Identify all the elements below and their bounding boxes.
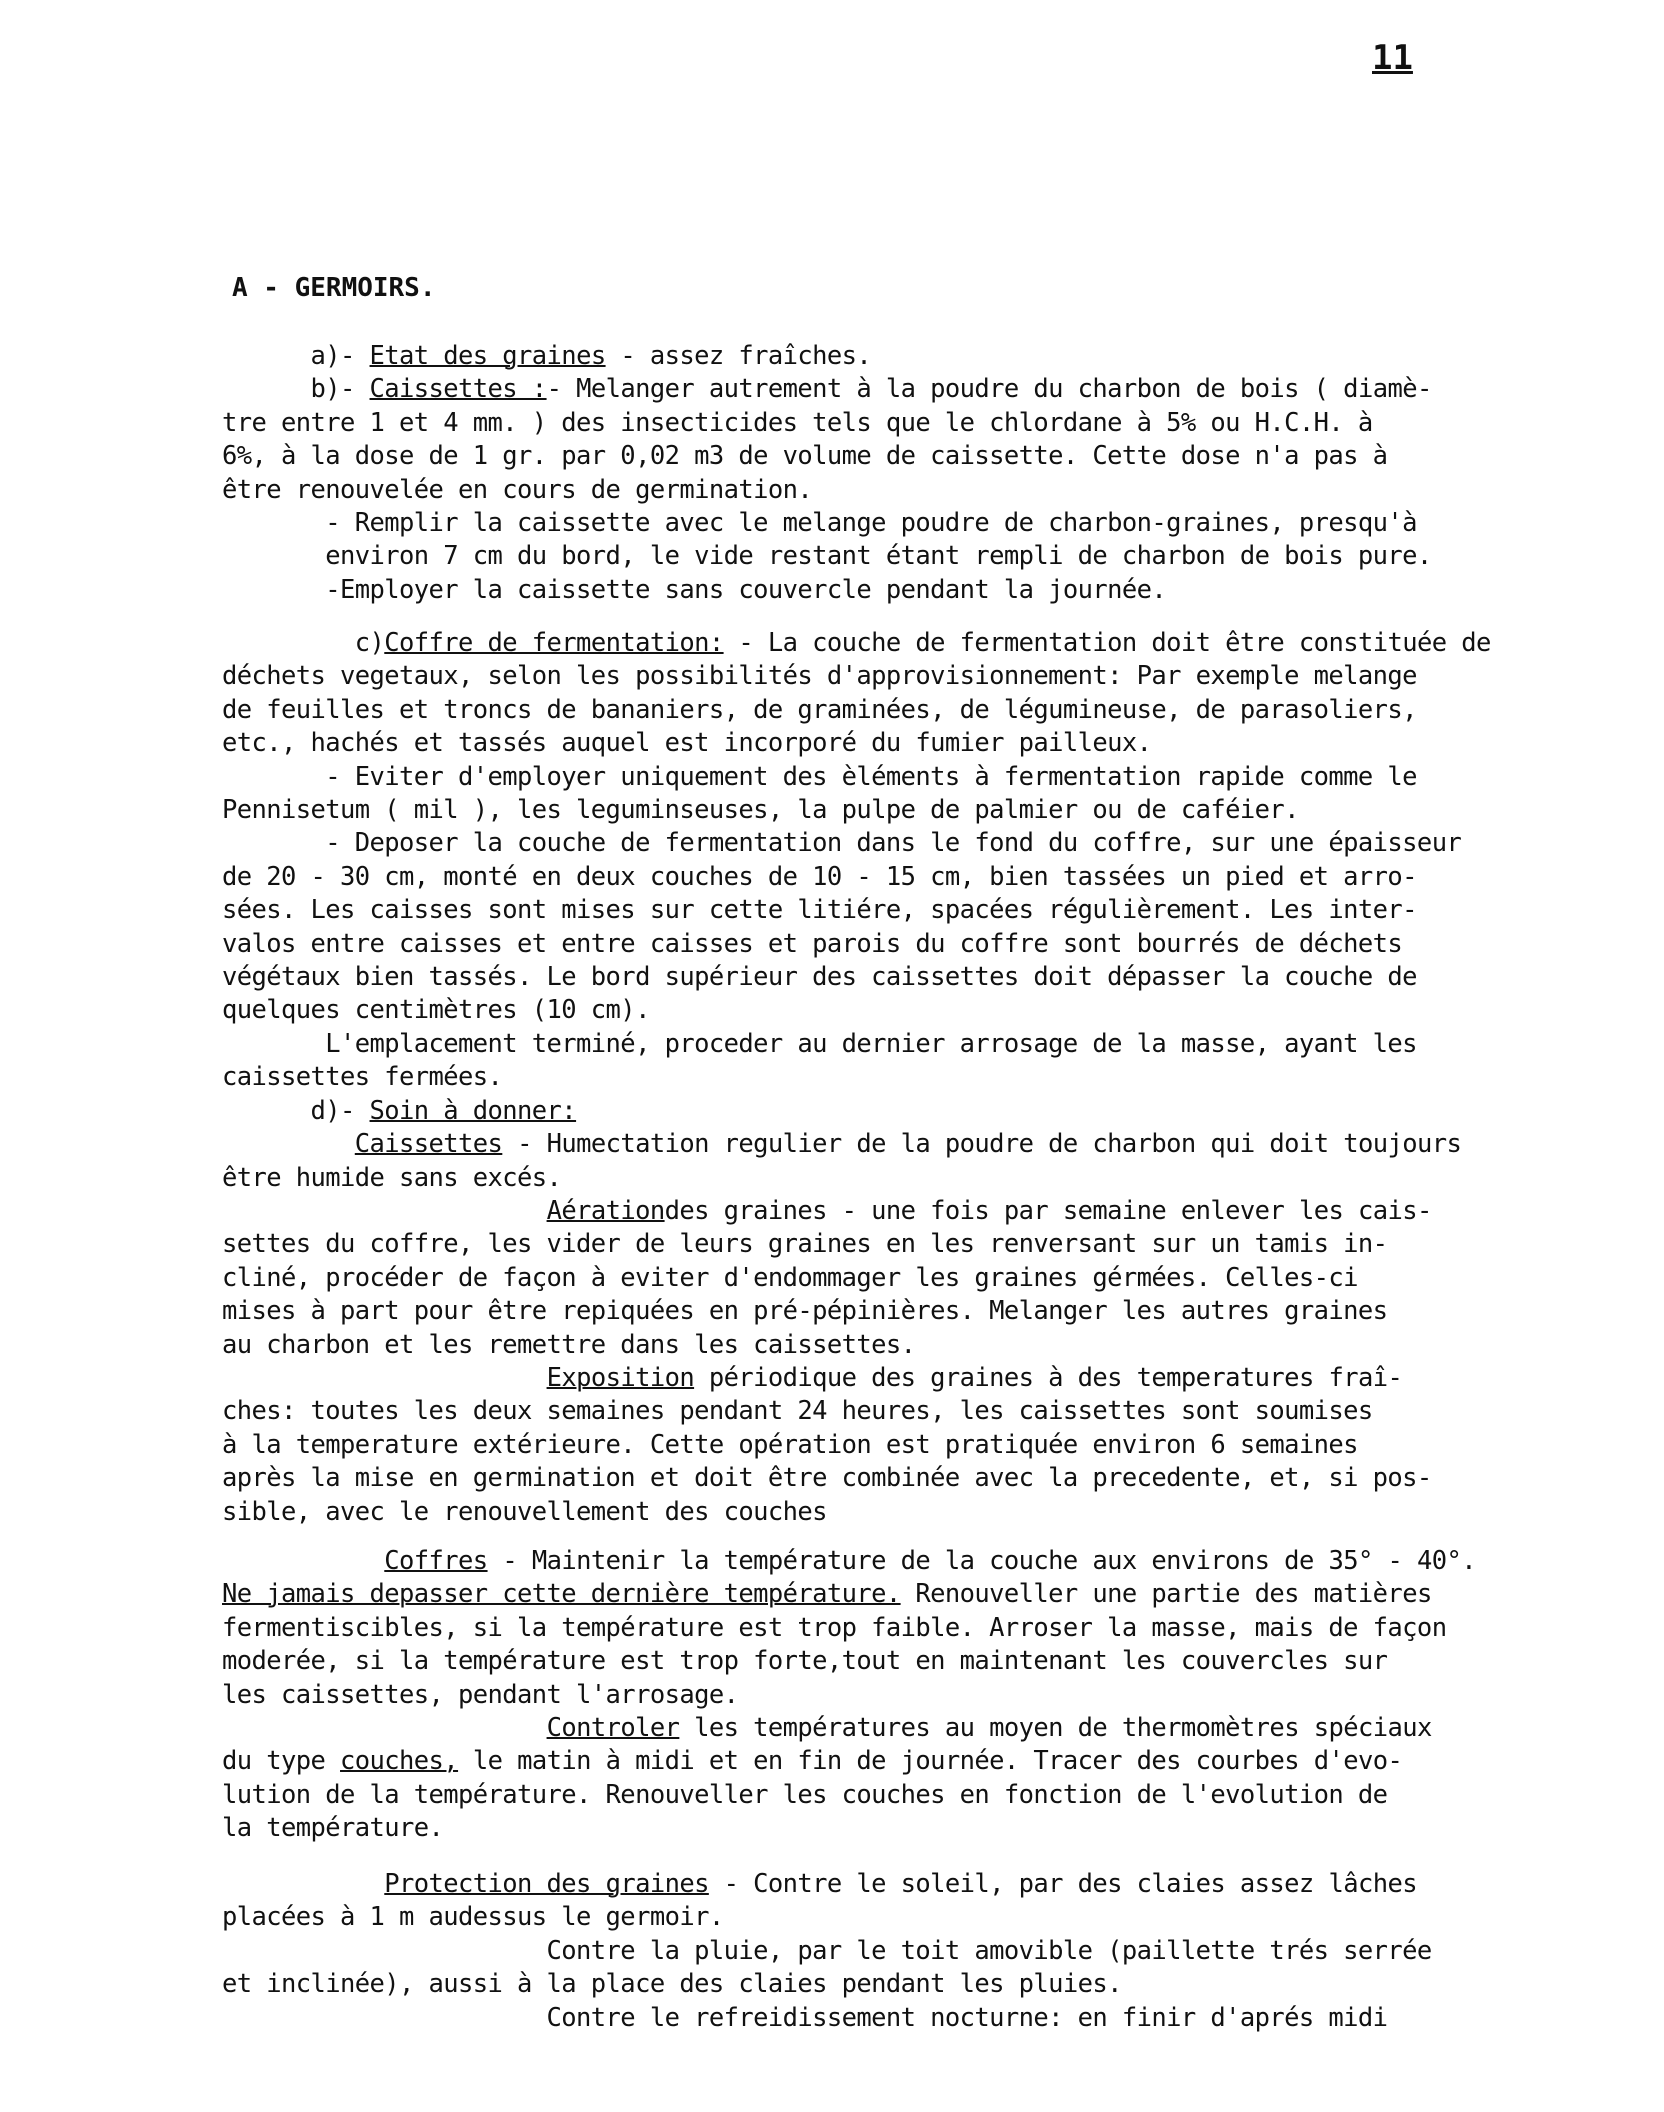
- text-line: etc., hachés et tassés auquel est incorporé du fumier pailleux.: [222, 728, 1152, 759]
- section-heading: A - GERMOIRS.: [232, 273, 436, 303]
- text-line: lution de la température. Renouveller les couches en fonction de l'evolution de: [222, 1779, 1388, 1810]
- text-line: au charbon et les remettre dans les caissettes.: [222, 1329, 916, 1360]
- text-line: Caissettes - Humectation regulier de la poudre de charbon qui doit toujours: [354, 1129, 1462, 1160]
- text-block-1: [222, 340, 1522, 607]
- text-line: fermentiscibles, si la température est trop faible. Arroser la masse, mais de façon: [222, 1612, 1447, 1643]
- text-line: valos entre caisses et entre caisses et parois du coffre sont bourrés de déchets: [222, 928, 1403, 959]
- text-line: cliné, procéder de façon à eviter d'endommager les graines gérmées. Celles-ci: [222, 1262, 1358, 1293]
- text-block-2: [222, 627, 1522, 1529]
- text-line: settes du coffre, les vider de leurs graines en les renversant sur un tamis in-: [222, 1229, 1388, 1260]
- text-line: placées à 1 m audessus le germoir.: [222, 1902, 724, 1933]
- text-line: Ne jamais depasser cette dernière température. Renouveller une partie des matières: [222, 1579, 1432, 1610]
- text-line: b)- Caissettes :- Melanger autrement à la poudre du charbon de bois ( diamè-: [222, 374, 1432, 405]
- text-line: la température.: [222, 1813, 444, 1844]
- text-line: du type couches, le matin à midi et en fin de journée. Tracer des courbes d'evo-: [222, 1746, 1403, 1777]
- text-line: Pennisetum ( mil ), les leguminseuses, la pulpe de palmier ou de caféier.: [222, 795, 1299, 826]
- text-line: environ 7 cm du bord, le vide restant étant rempli de charbon de bois pure.: [222, 541, 1432, 572]
- text-line: être renouvelée en cours de germination.: [222, 474, 813, 505]
- text-line: Controler les températures au moyen de thermomètres spéciaux: [546, 1713, 1432, 1744]
- text-line: - Remplir la caissette avec le melange poudre de charbon-graines, presqu'à: [222, 508, 1417, 539]
- page-number: 11: [1372, 38, 1413, 78]
- text-block-3: [222, 1545, 1522, 1846]
- text-line: Exposition périodique des graines à des temperatures fraî-: [546, 1362, 1403, 1393]
- text-line: 6%, à la dose de 1 gr. par 0,02 m3 de volume de caissette. Cette dose n'a pas à: [222, 441, 1388, 472]
- text-line: tre entre 1 et 4 mm. ) des insecticides tels que le chlordane à 5% ou H.C.H. à: [222, 407, 1373, 438]
- text-line: - Eviter d'employer uniquement des èléments à fermentation rapide comme le: [222, 761, 1417, 792]
- text-line: Contre la pluie, par le toit amovible (paillette trés serrée: [222, 1935, 1432, 1966]
- text-line: -Employer la caissette sans couvercle pendant la journée.: [222, 574, 1167, 605]
- text-line: c)Coffre de fermentation: - La couche de fermentation doit être constituée de: [222, 628, 1491, 658]
- text-line: déchets vegetaux, selon les possibilités d'approvisionnement: Par exemple melange: [222, 661, 1417, 692]
- text-line: sées. Les caisses sont mises sur cette litiére, spacées régulièrement. Les inter-: [222, 895, 1417, 926]
- text-line: Coffres - Maintenir la température de la couche aux environs de 35° - 40°.: [384, 1546, 1476, 1576]
- text-line: caissettes fermées.: [222, 1062, 503, 1093]
- text-line: quelques centimètres (10 cm).: [222, 995, 650, 1026]
- text-line: les caissettes, pendant l'arrosage.: [222, 1679, 739, 1710]
- text-line: à la temperature extérieure. Cette opération est pratiquée environ 6 semaines: [222, 1429, 1358, 1460]
- text-line: Contre le refreidissement nocturne: en finir d'aprés midi: [222, 2002, 1388, 2033]
- text-line: Aérationdes graines - une fois par semaine enlever les cais-: [546, 1195, 1432, 1226]
- text-line: Protection des graines - Contre le soleil, par des claies assez lâches: [384, 1869, 1417, 1899]
- text-line: sible, avec le renouvellement des couches: [222, 1496, 827, 1527]
- text-block-4: [222, 1868, 1522, 2035]
- text-line: de feuilles et troncs de bananiers, de graminées, de légumineuse, de parasoliers,: [222, 694, 1417, 725]
- text-line: après la mise en germination et doit être combinée avec la precedente, et, si pos-: [222, 1463, 1432, 1494]
- text-line: L'emplacement terminé, proceder au dernier arrosage de la masse, ayant les: [222, 1028, 1417, 1059]
- text-line: et inclinée), aussi à la place des claies pendant les pluies.: [222, 1969, 1122, 2000]
- text-line: d)- Soin à donner:: [222, 1095, 577, 1126]
- text-line: - Deposer la couche de fermentation dans le fond du coffre, sur une épaisseur: [222, 828, 1462, 859]
- text-line: ches: toutes les deux semaines pendant 24 heures, les caissettes sont soumises: [222, 1396, 1373, 1427]
- text-line: a)- Etat des graines - assez fraîches.: [222, 341, 872, 371]
- text-line: moderée, si la température est trop forte,tout en maintenant les couvercles sur: [222, 1646, 1388, 1677]
- text-line: mises à part pour être repiquées en pré-pépinières. Melanger les autres graines: [222, 1296, 1388, 1327]
- text-line: végétaux bien tassés. Le bord supérieur des caissettes doit dépasser la couche de: [222, 962, 1417, 993]
- text-line: de 20 - 30 cm, monté en deux couches de 10 - 15 cm, bien tassées un pied et arro-: [222, 861, 1417, 892]
- text-line: être humide sans excés.: [222, 1162, 562, 1193]
